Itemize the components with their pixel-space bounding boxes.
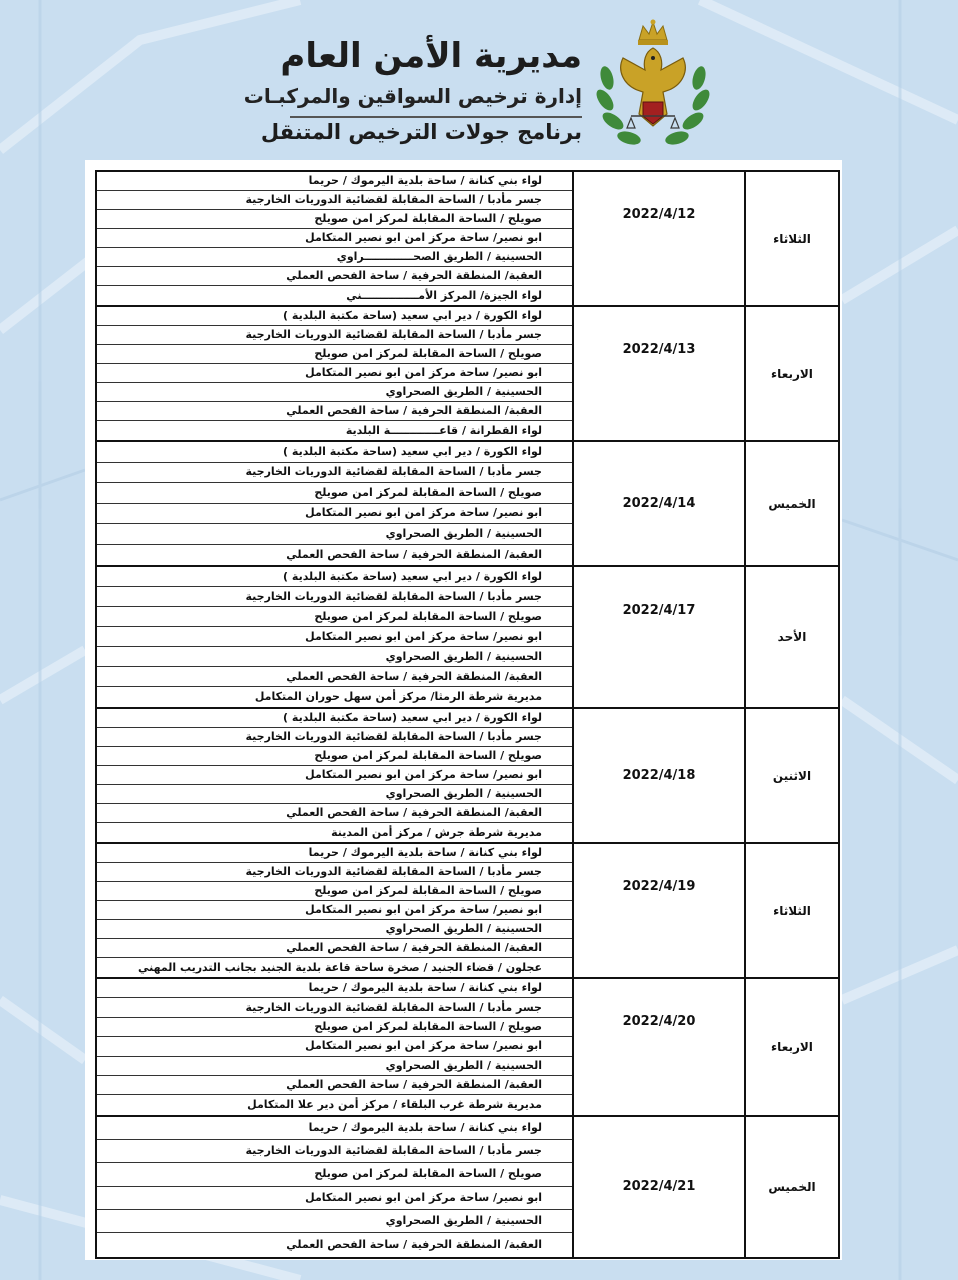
location-item: العقبة/ المنطقة الحرفية / ساحة الفحص العملي (286, 547, 542, 561)
location-item: صويلح / الساحة المقابلة لمركز امن صويلح (97, 210, 572, 229)
schedule-row (96, 708, 839, 843)
location-item: الحسينية / الطريق الصحراوي (97, 1057, 572, 1076)
location-item: جسر مأدبا / الساحة المقابلة لقضائية الدوريات الخارجية (97, 463, 572, 484)
day-cell: الخميس (745, 441, 839, 566)
location-item: مديرية شرطة الرمثا/ مركز أمن سهل حوران المتكامل (254, 690, 542, 703)
location-item: ابو نصير/ ساحة مركز امن ابو نصير المتكامل (97, 364, 572, 383)
location-item: الحسينية / الطريق الصحراوي (97, 383, 572, 402)
date-text: 2022/4/17 (622, 603, 696, 618)
locations-cell (96, 566, 573, 708)
locations-cell (96, 171, 573, 306)
location-item: الحسينية / الطريق الصحـــــــــــــراوي (97, 248, 572, 267)
locations-cell (96, 306, 573, 441)
schedule-row (96, 978, 839, 1116)
location-item: العقبة/ المنطقة الحرفية / ساحة الفحص العملي (286, 1237, 542, 1251)
day-cell: الاربعاء (745, 978, 839, 1116)
location-item: ابو نصير/ ساحة مركز امن ابو نصير المتكامل (97, 504, 572, 525)
location-item: العقبة/ المنطقة الحرفية / ساحة الفحص العملي (97, 402, 572, 421)
day-cell: الاربعاء (745, 306, 839, 441)
location-item: الحسينية / الطريق الصحراوي (97, 785, 572, 804)
schedule-table (95, 170, 840, 1259)
schedule-row (96, 843, 839, 978)
day-cell: الأحد (745, 566, 839, 708)
location-item: صويلح / الساحة المقابلة لمركز امن صويلح (97, 1018, 572, 1037)
schedule-row (96, 566, 839, 708)
day-cell: الاثنين (745, 708, 839, 843)
date-cell (573, 306, 745, 441)
location-item: العقبة/ المنطقة الحرفية / ساحة الفحص العملي (97, 804, 572, 823)
date-text: 2022/4/14 (622, 496, 696, 511)
date-cell (573, 843, 745, 978)
location-item: لواء الجيزة/ المركز الأمـــــــــــــــني (346, 288, 542, 302)
date-cell (573, 978, 745, 1116)
location-item: ابو نصير/ ساحة مركز امن ابو نصير المتكامل (97, 627, 572, 647)
location-item: جسر مأدبا / الساحة المقابلة لقضائية الدوريات الخارجية (97, 998, 572, 1017)
location-item: العقبة/ المنطقة الحرفية / ساحة الفحص العملي (97, 1076, 572, 1095)
schedule-document (85, 160, 842, 1260)
location-item: لواء بني كنانة / ساحة بلدية اليرموك / حريما (97, 979, 572, 998)
date-text: 2022/4/20 (622, 1014, 696, 1029)
location-item: صويلح / الساحة المقابلة لمركز امن صويلح (97, 607, 572, 627)
schedule-row (96, 441, 839, 566)
location-item: الحسينية / الطريق الصحراوي (97, 1210, 572, 1233)
day-cell: الخميس (745, 1116, 839, 1258)
day-cell: الثلاثاء (745, 171, 839, 306)
header-divider (290, 116, 582, 118)
locations-cell (96, 441, 573, 566)
locations-cell (96, 843, 573, 978)
location-item: ابو نصير/ ساحة مركز امن ابو نصير المتكامل (97, 766, 572, 785)
date-cell (573, 708, 745, 843)
location-item: العقبة/ المنطقة الحرفية / ساحة الفحص العملي (97, 667, 572, 687)
location-item: الحسينية / الطريق الصحراوي (97, 920, 572, 939)
location-item: مديرية شرطة جرش / مركز أمن المدينة (331, 825, 542, 839)
locations-cell (96, 978, 573, 1116)
location-item: لواء الكورة / دير ابي سعيد (ساحة مكتبة البلدية ) (97, 442, 572, 463)
date-text: 2022/4/18 (622, 768, 696, 783)
date-text: 2022/4/13 (622, 342, 696, 357)
date-text: 2022/4/19 (622, 879, 696, 894)
schedule-row (96, 171, 839, 306)
location-item: ابو نصير/ ساحة مركز امن ابو نصير المتكامل (97, 1187, 572, 1210)
location-item: لواء بني كنانة / ساحة بلدية اليرموك / حريما (97, 172, 572, 191)
location-item: صويلح / الساحة المقابلة لمركز امن صويلح (97, 1163, 572, 1186)
department-subtitle: إدارة ترخيص السواقين والمركبـات (243, 84, 582, 108)
location-item: صويلح / الساحة المقابلة لمركز امن صويلح (97, 882, 572, 901)
schedule-row (96, 1116, 839, 1258)
program-title: برنامج جولات الترخيص المتنقل (260, 120, 582, 144)
location-item: العقبة/ المنطقة الحرفية / ساحة الفحص العملي (97, 267, 572, 286)
public-security-emblem-icon (593, 18, 713, 153)
location-item: لواء بني كنانة / ساحة بلدية اليرموك / حريما (97, 844, 572, 863)
location-item: صويلح / الساحة المقابلة لمركز امن صويلح (97, 345, 572, 364)
date-cell (573, 1116, 745, 1258)
page-title: مديرية الأمن العام (280, 36, 582, 76)
location-item: لواء بني كنانة / ساحة بلدية اليرموك / حريما (97, 1117, 572, 1140)
location-item: لواء الكورة / دير ابي سعيد (ساحة مكتبة البلدية ) (97, 307, 572, 326)
date-cell (573, 566, 745, 708)
location-item: عجلون / قضاء الجنيد / صخرة ساحة قاعة بلدية الجنيد بجانب التدريب المهني (137, 960, 542, 974)
location-item: ابو نصير/ ساحة مركز امن ابو نصير المتكامل (97, 1037, 572, 1056)
date-text: 2022/4/21 (622, 1179, 696, 1195)
location-item: مديرية شرطة غرب البلقاء / مركز أمن دير علا المتكامل (247, 1098, 542, 1112)
location-item: لواء القطرانة / قاعـــــــــــــة البلدية (345, 423, 542, 437)
location-item: جسر مأدبا / الساحة المقابلة لقضائية الدوريات الخارجية (97, 191, 572, 210)
location-item: العقبة/ المنطقة الحرفية / ساحة الفحص العملي (97, 939, 572, 958)
date-cell (573, 441, 745, 566)
location-item: ابو نصير/ ساحة مركز امن ابو نصير المتكامل (97, 229, 572, 248)
location-item: ابو نصير/ ساحة مركز امن ابو نصير المتكامل (97, 901, 572, 920)
date-text: 2022/4/12 (622, 207, 696, 222)
location-item: جسر مأدبا / الساحة المقابلة لقضائية الدوريات الخارجية (97, 326, 572, 345)
day-cell: الثلاثاء (745, 843, 839, 978)
schedule-row (96, 306, 839, 441)
location-item: جسر مأدبا / الساحة المقابلة لقضائية الدوريات الخارجية (97, 1140, 572, 1163)
header (0, 0, 958, 160)
locations-cell (96, 708, 573, 843)
location-item: لواء الكورة / دير ابي سعيد (ساحة مكتبة البلدية ) (97, 567, 572, 587)
location-item: صويلح / الساحة المقابلة لمركز امن صويلح (97, 483, 572, 504)
locations-cell (96, 1116, 573, 1258)
location-item: جسر مأدبا / الساحة المقابلة لقضائية الدوريات الخارجية (97, 863, 572, 882)
location-item: جسر مأدبا / الساحة المقابلة لقضائية الدوريات الخارجية (97, 587, 572, 607)
location-item: جسر مأدبا / الساحة المقابلة لقضائية الدوريات الخارجية (97, 728, 572, 747)
location-item: لواء الكورة / دير ابي سعيد (ساحة مكتبة البلدية ) (97, 709, 572, 728)
date-cell (573, 171, 745, 306)
location-item: صويلح / الساحة المقابلة لمركز امن صويلح (97, 747, 572, 766)
location-item: الحسينية / الطريق الصحراوي (97, 524, 572, 545)
location-item: الحسينية / الطريق الصحراوي (97, 647, 572, 667)
